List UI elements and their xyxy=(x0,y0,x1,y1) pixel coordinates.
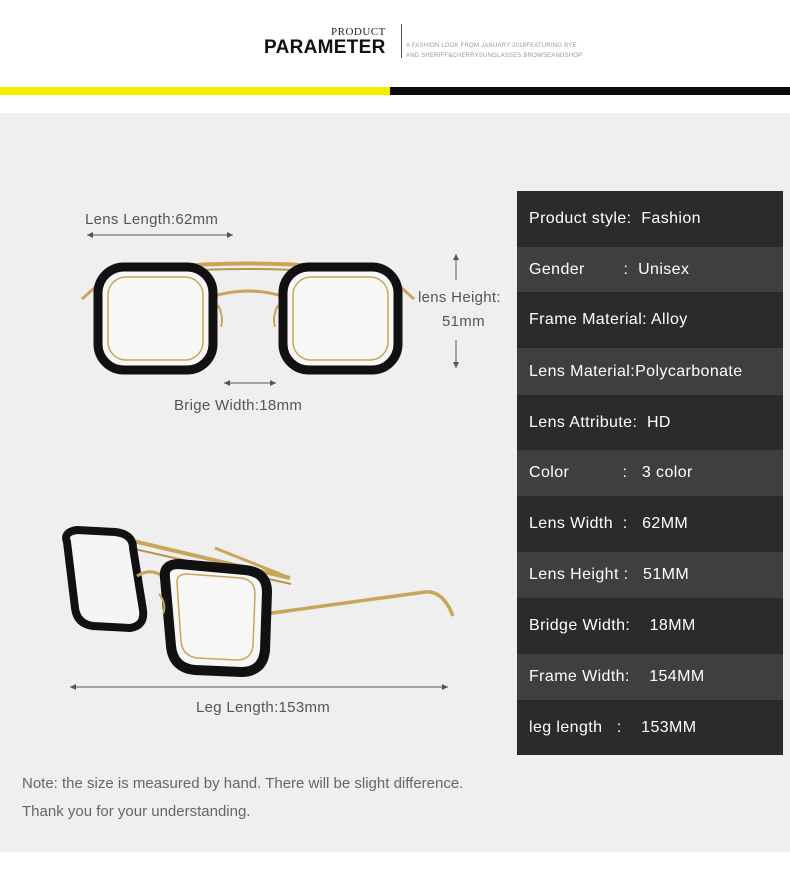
header-banner xyxy=(0,0,790,86)
leg-length-label: Leg Length:153mm xyxy=(196,699,331,716)
spec-row-leg-length: leg length : 153MM xyxy=(517,700,783,755)
spec-row-bridge-width: Bridge Width: 18MM xyxy=(517,598,783,654)
spec-row-lens-width: Lens Width : 62MM xyxy=(517,496,783,552)
lens-length-label: Lens Length:62mm xyxy=(85,211,219,228)
header-product-label: PRODUCT xyxy=(331,26,386,38)
yellow-stripe xyxy=(0,87,390,95)
header-title: PARAMETER xyxy=(264,37,386,58)
lens-height-label: lens Height: xyxy=(418,289,501,306)
lens-height-arrow-top xyxy=(451,252,461,282)
spec-row-lens-material: Lens Material:Polycarbonate xyxy=(517,348,783,395)
glasses-front-view xyxy=(78,255,418,380)
spec-row-lens-attribute: Lens Attribute: HD xyxy=(517,395,783,450)
leg-length-arrow xyxy=(68,682,450,692)
spec-row-lens-height: Lens Height : 51MM xyxy=(517,552,783,598)
black-stripe xyxy=(390,87,790,95)
spec-row-product-style: Product style: Fashion xyxy=(517,191,783,247)
bridge-width-label: Brige Width:18mm xyxy=(174,397,303,414)
lens-height-value: 51mm xyxy=(442,313,485,330)
header-tagline-line-1: A FASHION LOOK FROM JANUARY 2018FEATURING BYE xyxy=(406,43,577,49)
spec-row-gender: Gender : Unisex xyxy=(517,247,783,292)
header-tagline-line-2: AND SHERIFF&CHERRYSUNGLASSES.BROWSEANDSHOP xyxy=(406,53,583,59)
bridge-width-arrow xyxy=(222,378,278,388)
note-measurement: Note: the size is measured by hand. There will be slight difference. xyxy=(22,775,464,792)
spec-row-color: Color : 3 color xyxy=(517,450,783,496)
spec-row-frame-width: Frame Width: 154MM xyxy=(517,654,783,700)
glasses-side-view xyxy=(55,520,460,685)
lens-height-arrow-bottom xyxy=(451,338,461,370)
spec-table xyxy=(517,191,783,755)
header-divider xyxy=(401,24,402,58)
header-tagline xyxy=(406,41,586,61)
note-thanks: Thank you for your understanding. xyxy=(22,803,251,820)
spec-row-frame-material: Frame Material: Alloy xyxy=(517,292,783,348)
lens-length-arrow xyxy=(85,230,235,240)
